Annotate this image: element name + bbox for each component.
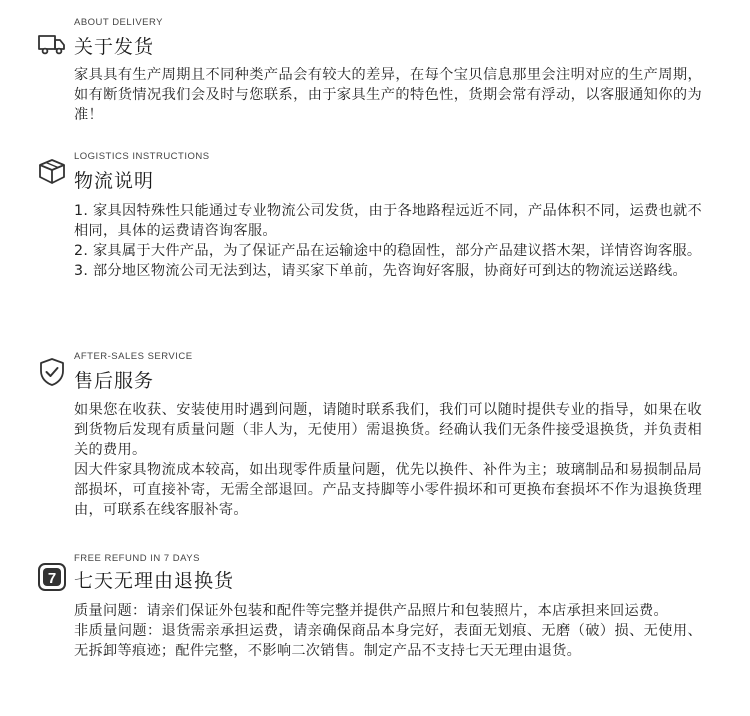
truck-icon (36, 28, 68, 60)
package-box-icon (36, 155, 68, 187)
section-body (74, 400, 702, 520)
section-body (74, 65, 702, 125)
seven-days-icon (36, 561, 68, 593)
section-title: 物流说明 (74, 170, 155, 192)
section-body (74, 201, 702, 281)
section-title: 关于发货 (74, 36, 155, 58)
section-en-heading: FREE REFUND IN 7 DAYS (74, 553, 200, 564)
paragraph: 质量问题：请亲们保证外包装和配件等完整并提供产品照片和包装照片，本店承担来回运费。 (74, 603, 668, 619)
paragraph: 非质量问题：退货需亲承担运费，请亲确保商品本身完好，表面无划痕、无磨（破）损、无使用、无拆卸等痕迹；配件完整，不影响二次销售。制定产品不支持七天无理由退货。 (74, 623, 702, 659)
paragraph: 1. 家具因特殊性只能通过专业物流公司发货，由于各地路程远近不同，产品体积不同，运费也就不相同，具体的运费请咨询客服。 (74, 203, 702, 239)
paragraph: 如果您在收获、安装使用时遇到问题，请随时联系我们，我们可以随时提供专业的指导，如果在收到货物后发现有质量问题（非人为，无使用）需退换货。经确认我们无条件接受退换货，并负责相关的费用。 (74, 402, 702, 458)
section-en-heading: ABOUT DELIVERY (74, 17, 164, 28)
paragraph: 2. 家具属于大件产品，为了保证产品在运输途中的稳固性，部分产品建议搭木架，详情咨询客服。 (74, 243, 702, 259)
paragraph: 家具具有生产周期且不同种类产品会有较大的差异，在每个宝贝信息那里会注明对应的生产周期，如有断货情况我们会及时与您联系，由于家具生产的特色性，货期会常有浮动，以客服通知你的为准！ (74, 67, 702, 123)
section-body (74, 601, 702, 661)
section-title: 售后服务 (74, 370, 155, 392)
section-en-heading: AFTER-SALES SERVICE (74, 351, 193, 362)
shield-check-icon (36, 356, 68, 388)
section-en-heading: LOGISTICS INSTRUCTIONS (74, 151, 210, 162)
paragraph: 因大件家具物流成本较高，如出现零件质量问题，优先以换件、补件为主；玻璃制品和易损制品局部损坏，可直接补寄，无需全部退回。产品支持脚等小零件损坏和可更换布套损坏不作为退换货理由，可联系在线客服补寄。 (74, 462, 702, 518)
section-title: 七天无理由退换货 (74, 570, 235, 592)
seven-days-glyph: 7 (47, 570, 57, 587)
paragraph: 3. 部分地区物流公司无法到达，请买家下单前，先咨询好客服，协商好可到达的物流运送路线。 (74, 263, 687, 279)
